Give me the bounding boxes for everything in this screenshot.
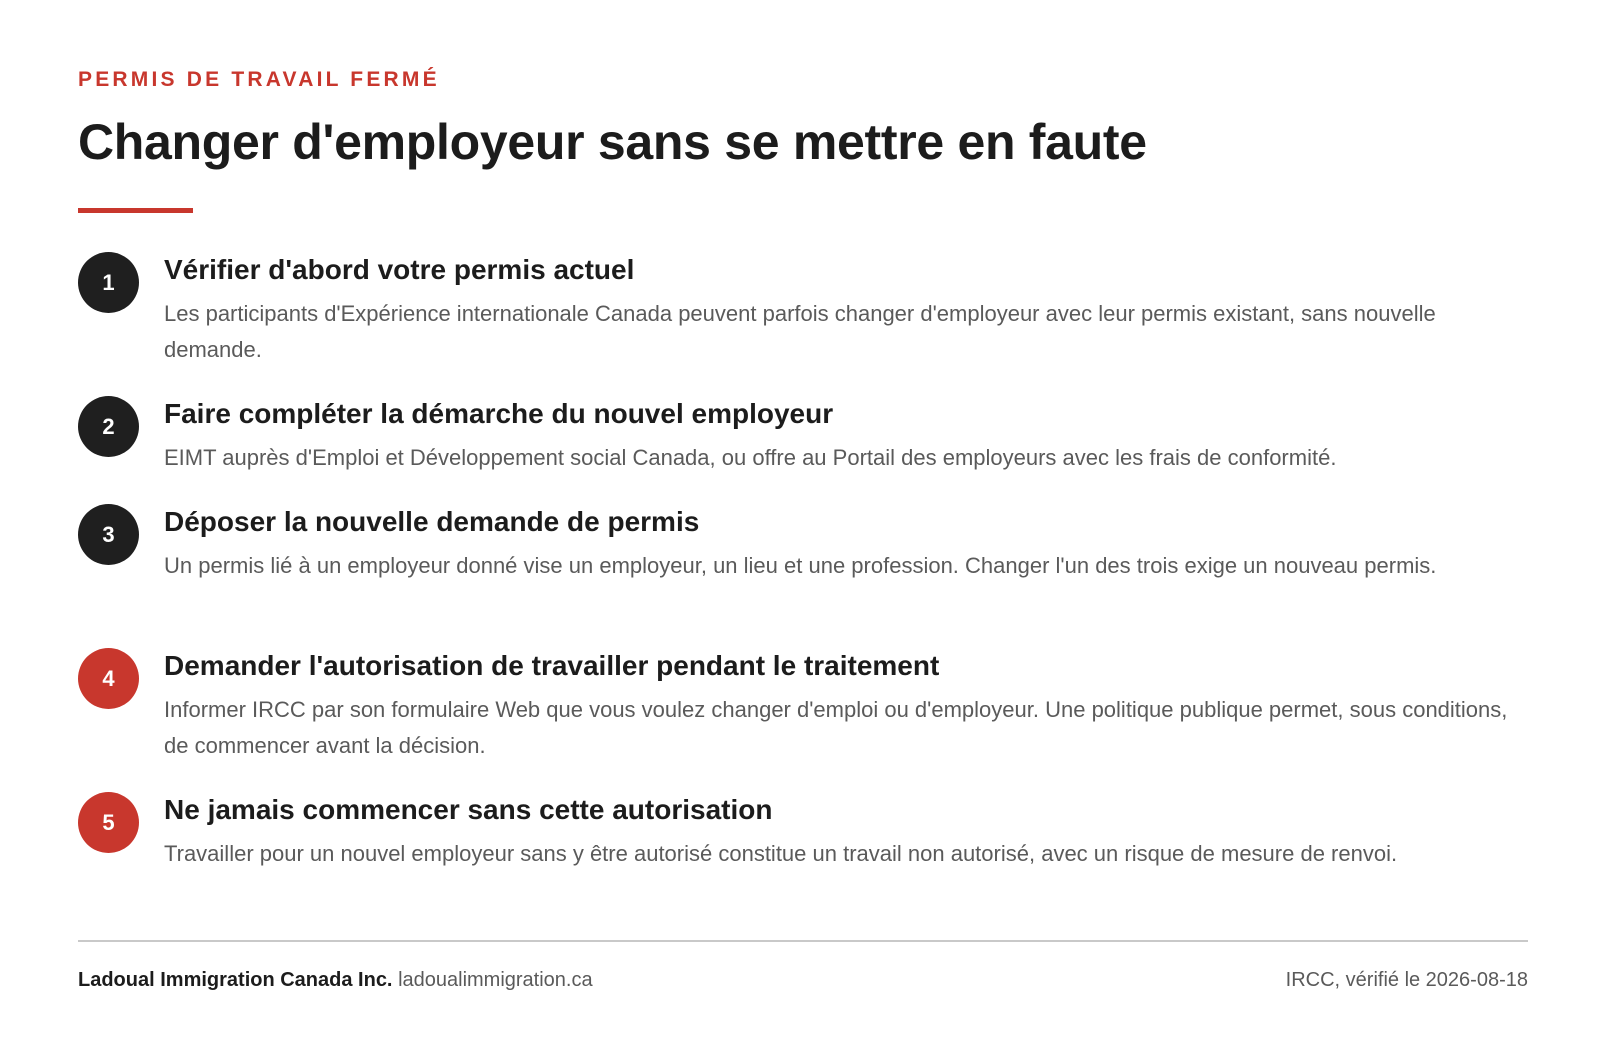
- step-number-badge: 3: [78, 504, 139, 565]
- infographic-card: [78, 0, 1528, 1054]
- title-accent-rule: [78, 208, 193, 213]
- step-heading: Demander l'autorisation de travailler pendant le traitement: [164, 650, 940, 681]
- company-website: ladoualimmigration.ca: [398, 969, 593, 991]
- step-description: Informer IRCC par son formulaire Web que vous voulez changer d'emploi ou d'employeur. Une politique publique permet, sous conditions, de commencer avant la décision.: [164, 697, 1508, 758]
- step-number-badge: 5: [78, 792, 139, 853]
- step-description: Les participants d'Expérience internationale Canada peuvent parfois changer d'employeur avec leur permis existant, sans nouvelle demande.: [164, 301, 1436, 362]
- step-description: Un permis lié à un employeur donné vise un employeur, un lieu et une profession. Changer l'un des trois exige un nouveau permis.: [164, 553, 1437, 578]
- step-heading: Déposer la nouvelle demande de permis: [164, 506, 700, 537]
- footer-divider: [78, 940, 1528, 942]
- step-heading: Faire compléter la démarche du nouvel employeur: [164, 398, 834, 429]
- step-number-badge: 1: [78, 252, 139, 313]
- step-heading: Ne jamais commencer sans cette autorisation: [164, 794, 773, 825]
- page-title: Changer d'employeur sans se mettre en faute: [78, 114, 1147, 170]
- source-verification: IRCC, vérifié le 2026-08-18: [1285, 969, 1528, 991]
- footer: [78, 966, 1528, 994]
- step-description: Travailler pour un nouvel employeur sans y être autorisé constitue un travail non autorisé, avec un risque de mesure de renvoi.: [164, 841, 1398, 866]
- eyebrow-label: PERMIS DE TRAVAIL FERMÉ: [78, 68, 440, 91]
- step-heading: Vérifier d'abord votre permis actuel: [164, 254, 635, 285]
- step-description: EIMT auprès d'Emploi et Développement social Canada, ou offre au Portail des employeurs avec les frais de conformité.: [164, 445, 1337, 470]
- step-number-badge: 4: [78, 648, 139, 709]
- company-name: Ladoual Immigration Canada Inc.: [78, 969, 393, 991]
- step-number-badge: 2: [78, 396, 139, 457]
